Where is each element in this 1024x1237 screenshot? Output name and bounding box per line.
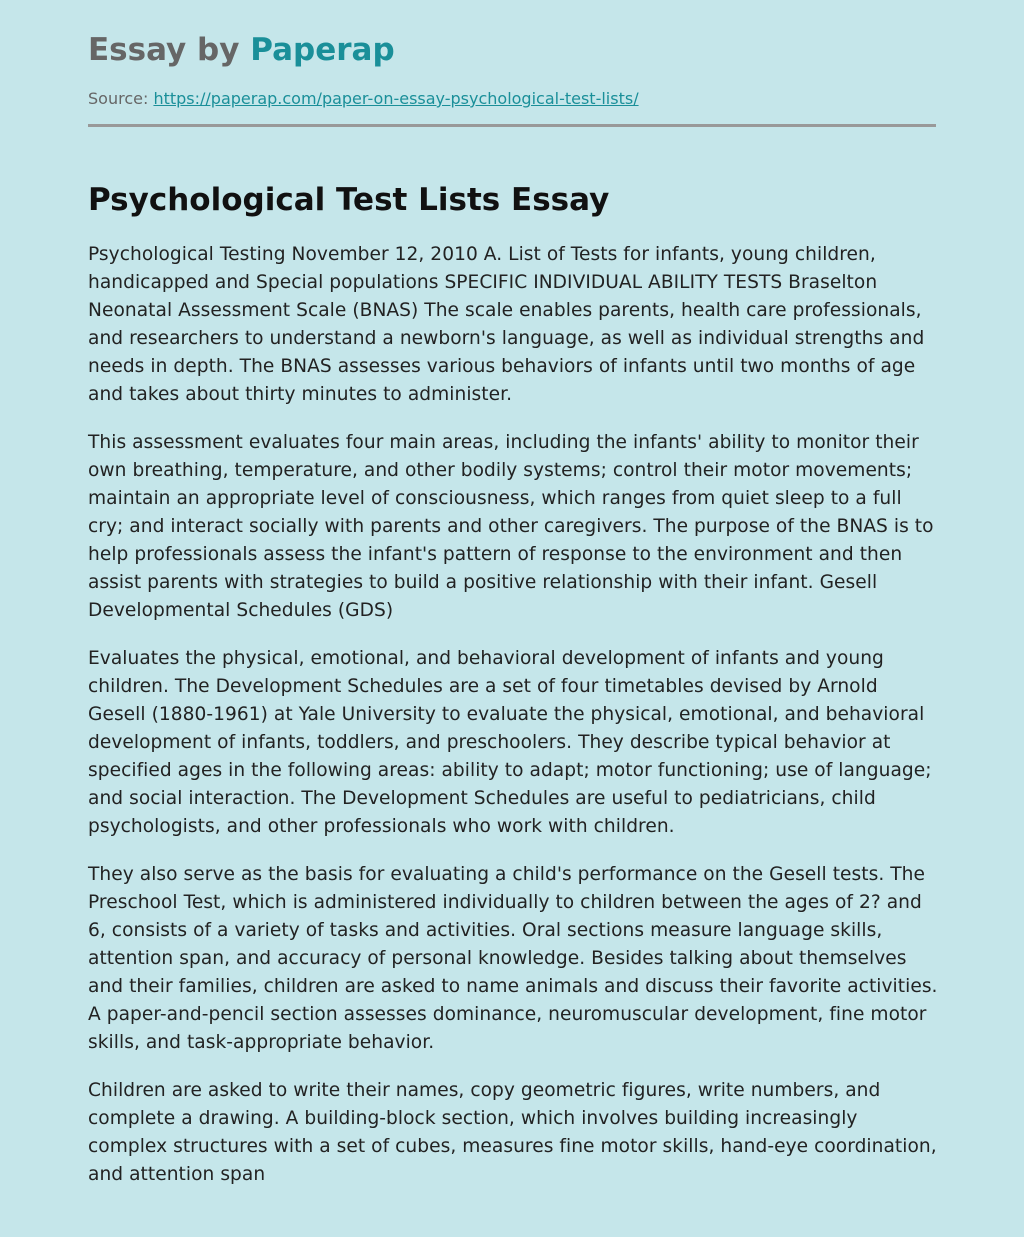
source-label: Source: [88,89,149,108]
article-paragraph: Children are asked to write their names, copy geometric figures, write numbers, and complete a drawing. A building-block section, which involves building increasingly complex structures with a set of cubes, measures fine motor skills, hand-eye coordination, and attention span [88,1080,937,1185]
article-paragraph: Psychological Testing November 12, 2010 A. List of Tests for infants, young children, handicapped and Special populations SPECIFIC INDIVIDUAL ABILITY TESTS Braselton Neonatal Assessment Scale (BNAS) The scale enables parents, health care professionals, and researchers to understand a newborn's language, as well as individual strengths and needs in depth. The BNAS assesses various behaviors of infants until two months of age and takes about thirty minutes to administer. [88,244,925,405]
source-line [88,88,639,110]
article-title: Psychological Test Lists Essay [88,182,610,218]
article-paragraph: This assessment evaluates four main areas, including the infants' ability to monitor their own breathing, temperature, and other bodily systems; control their motor movements; maintain an appropriate level of consciousness, which ranges from quiet sleep to a full cry; and interact socially with parents and other caregivers. The purpose of the BNAS is to help professionals assess the infant's pattern of response to the environment and then assist parents with strategies to build a positive relationship with their infant. Gesell Developmental Schedules (GDS) [88,432,934,621]
article-body [88,241,938,1209]
header-divider [88,124,936,127]
article-paragraph: Evaluates the physical, emotional, and behavioral development of infants and young children. The Development Schedules are a set of four timetables devised by Arnold Gesell (1880-1961) at Yale University to evaluate the physical, emotional, and behavioral development of infants, toddlers, and preschoolers. They describe typical behavior at specified ages in the following areas: ability to adapt; motor functioning; use of language; and social interaction. The Development Schedules are useful to pediatricians, child psychologists, and other professionals who work with children. [88,648,932,837]
source-link[interactable]: https://paperap.com/paper-on-essay-psychological-test-lists/ [153,89,639,108]
brand-prefix: Essay by [88,32,240,68]
article-paragraph: They also serve as the basis for evaluating a child's performance on the Gesell tests. The Preschool Test, which is administered individually to children between the ages of 2? and 6, consists of a variety of tasks and activities. Oral sections measure language skills, attention span, and accuracy of personal knowledge. Besides talking about themselves and their families, children are asked to name animals and discuss their favorite activities. A paper-and-pencil section assesses dominance, neuromuscular development, fine motor skills, and task-appropriate behavior. [88,864,938,1053]
brand-heading [88,30,395,70]
brand-site-name: Paperap [250,32,395,68]
